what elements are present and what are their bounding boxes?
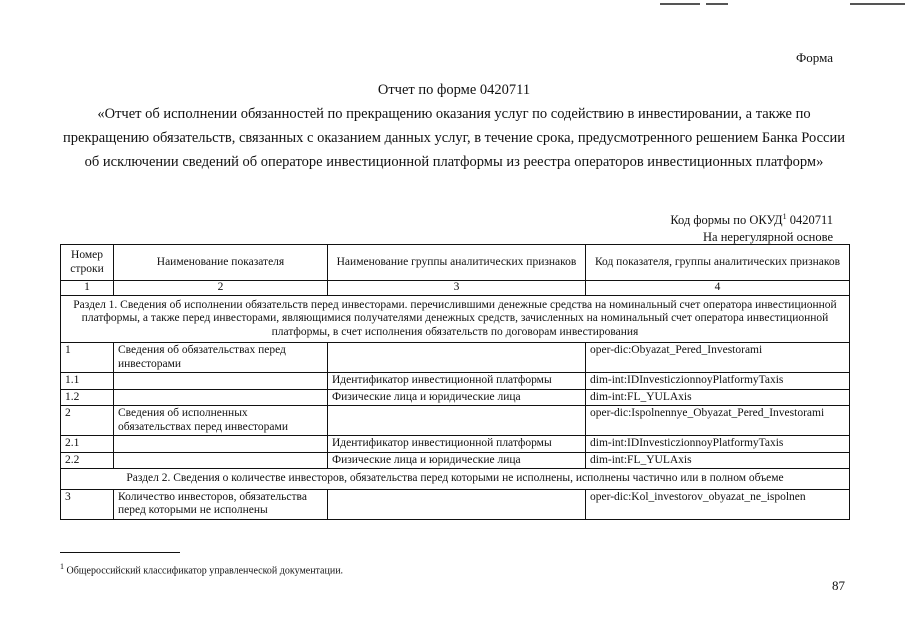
okud-footnote-mark: 1 xyxy=(782,212,787,221)
footnote xyxy=(60,562,343,576)
column-number-row xyxy=(61,281,850,296)
column-number: 2 xyxy=(114,281,328,296)
section-row xyxy=(61,295,850,343)
section-2-title: Раздел 2. Сведения о количестве инвесторов, обязательства перед которыми не исполнены, исполнены частично или в полном объеме xyxy=(61,469,850,490)
scan-artifact xyxy=(660,3,700,5)
indicator-name xyxy=(114,436,328,453)
table-row xyxy=(61,373,850,390)
row-number: 1.2 xyxy=(61,389,114,406)
group-name: Идентификатор инвестиционной платформы xyxy=(328,373,586,390)
row-number: 2.1 xyxy=(61,436,114,453)
table-row xyxy=(61,489,850,519)
indicator-name xyxy=(114,452,328,469)
indicator-name xyxy=(114,373,328,390)
indicator-code: dim-int:IDInvesticzionnoyPlatformyTaxis xyxy=(586,436,850,453)
report-title xyxy=(60,78,848,174)
group-name xyxy=(328,489,586,519)
group-name: Физические лица и юридические лица xyxy=(328,389,586,406)
scan-artifact xyxy=(850,3,905,5)
indicator-name: Количество инвесторов, обязательства перед которыми не исполнены xyxy=(114,489,328,519)
okud-code: 0420711 xyxy=(786,213,833,228)
table-header-row xyxy=(61,245,850,281)
table-row xyxy=(61,343,850,373)
okud-block xyxy=(670,208,833,246)
report-title-line2: «Отчет об исполнении обязанностей по прекращению оказания услуг по содействию в инвестировании, а также по прекращению обязательств, связанных с оказанием данных услуг, в течение срока, предусмотренного решением Банка России об исключении сведений об операторе инвестиционной платформы из реестра операторов инвестиционных платформ» xyxy=(63,106,845,170)
okud-code-line xyxy=(670,208,833,229)
group-name xyxy=(328,343,586,373)
group-name: Идентификатор инвестиционной платформы xyxy=(328,436,586,453)
indicator-code: dim-int:FL_YULAxis xyxy=(586,452,850,469)
scan-artifact xyxy=(706,3,728,5)
table-row xyxy=(61,406,850,436)
column-number: 1 xyxy=(61,281,114,296)
footnote-divider xyxy=(60,552,180,553)
indicator-name xyxy=(114,389,328,406)
indicator-code: dim-int:IDInvesticzionnoyPlatformyTaxis xyxy=(586,373,850,390)
header-indicator-name: Наименование показателя xyxy=(114,245,328,281)
table-row xyxy=(61,452,850,469)
indicator-code: oper-dic:Obyazat_Pered_Investorami xyxy=(586,343,850,373)
footnote-mark: 1 xyxy=(60,562,64,571)
column-number: 4 xyxy=(586,281,850,296)
footnote-text: Общероссийский классификатор управленческой документации. xyxy=(64,565,344,577)
row-number: 1 xyxy=(61,343,114,373)
report-table xyxy=(60,244,850,520)
okud-label: Код формы по ОКУД xyxy=(670,213,783,228)
indicator-code: dim-int:FL_YULAxis xyxy=(586,389,850,406)
header-indicator-code: Код показателя, группы аналитических признаков xyxy=(586,245,850,281)
row-number: 1.1 xyxy=(61,373,114,390)
row-number: 2 xyxy=(61,406,114,436)
form-label: Форма xyxy=(796,50,833,65)
report-title-line1: Отчет по форме 0420711 xyxy=(377,82,531,98)
okud-periodicity: На нерегулярной основе xyxy=(703,230,833,245)
table-row xyxy=(61,389,850,406)
indicator-name: Сведения об обязательствах перед инвесторами xyxy=(114,343,328,373)
page-number: 87 xyxy=(832,578,845,593)
section-row xyxy=(61,469,850,490)
group-name: Физические лица и юридические лица xyxy=(328,452,586,469)
indicator-code: oper-dic:Ispolnennye_Obyazat_Pered_Investorami xyxy=(586,406,850,436)
header-group-name: Наименование группы аналитических признаков xyxy=(328,245,586,281)
group-name xyxy=(328,406,586,436)
column-number: 3 xyxy=(328,281,586,296)
table-row xyxy=(61,436,850,453)
row-number: 2.2 xyxy=(61,452,114,469)
indicator-name: Сведения об исполненных обязательствах перед инвесторами xyxy=(114,406,328,436)
section-1-title: Раздел 1. Сведения об исполнении обязательств перед инвесторами. перечислившими денежные средства на номинальный счет оператора инвестиционной платформы, а также перед инвесторами, являющимися получателями денежных средств, зачисленных на номинальный счет оператора инвестиционной платформы, в счет исполнения обязательств по договорам инвестирования xyxy=(61,295,850,343)
indicator-code: oper-dic:Kol_investorov_obyazat_ne_ispolnen xyxy=(586,489,850,519)
header-row-number: Номер строки xyxy=(61,245,114,281)
row-number: 3 xyxy=(61,489,114,519)
